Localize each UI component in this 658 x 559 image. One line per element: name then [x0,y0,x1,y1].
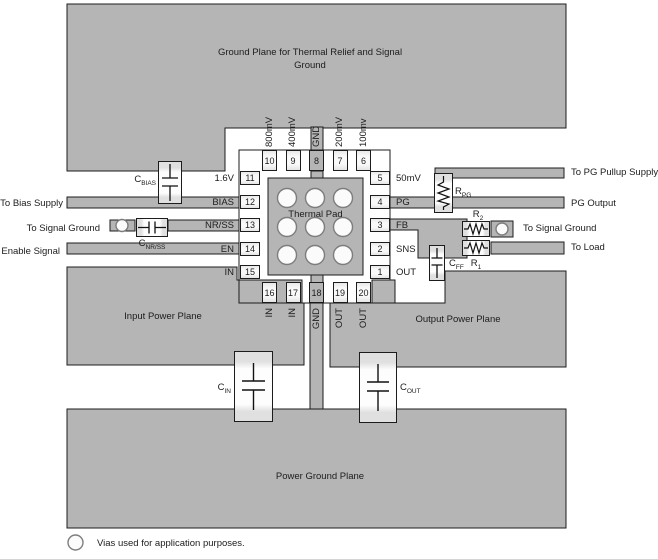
pin-3-number: 3 [377,220,383,230]
pin-17-number: 17 [287,287,298,298]
pin-16-signal: IN [263,308,275,318]
signal-ground-via-right [496,223,508,235]
pin-18-signal: GND [310,308,322,330]
pin-14 [240,242,260,256]
legend-via-note: Vias used for application purposes. [97,538,245,549]
pin-3 [370,218,390,232]
r2-sub: 2 [479,214,484,222]
pin-10-signal: 800mV [263,116,275,147]
thermal-via [334,189,353,208]
pin-6-signal: 100mv [357,118,369,147]
pin-20-signal: OUT [357,308,369,329]
pin-15-signal: IN [224,267,234,278]
cbias-base: C [134,174,142,185]
r1-base: R [470,258,478,269]
pin-6 [356,150,371,171]
output-plane-tab [372,280,395,303]
pin-4-number: 4 [377,196,383,207]
pin-7-signal: 200mV [334,116,345,147]
thermal-via [278,246,297,265]
rpg-resistor [434,173,453,213]
pg-output-trace [390,197,564,208]
pin-6-number: 6 [360,155,366,166]
pin-10 [262,150,277,171]
pin-11-number: 11 [245,173,255,183]
pin-15 [240,265,260,279]
legend-via [68,535,83,550]
pin-11-signal: 1.6V [214,173,234,184]
pin-16-number: 16 [264,287,275,298]
top-plane-title-line2: Ground [294,60,326,71]
cout-sub: OUT [406,387,421,395]
pin-12-number: 12 [244,196,255,207]
pin-12-signal: BIAS [212,196,234,208]
pin-20 [356,282,371,303]
pin-3-signal: FB [396,220,409,231]
cout-label [400,381,421,398]
signal-ground-left-label: To Signal Ground [26,223,100,234]
signal-ground-right-label: To Signal Ground [523,223,597,234]
pin-20-number: 20 [358,287,369,298]
pin-19-signal: OUT [334,308,345,329]
cff-sub: FF [455,263,464,271]
output-plane-label: Output Power Plane [415,314,501,325]
pin-2-number: 2 [377,243,383,254]
pin-13-signal: NR/SS [204,220,234,231]
pin-5-signal: 50mV [396,173,421,184]
pin-15-number: 15 [244,267,255,277]
resistor-symbol [463,241,489,255]
thermal-pad-label: Thermal Pad [288,209,343,220]
pin-1 [370,265,390,279]
pin-7 [333,150,348,171]
cbias-label [76,173,156,190]
signal-ground-via-left [116,220,128,232]
cnrss-base: C [138,238,146,249]
bias-supply-label: To Bias Supply [0,198,63,209]
thermal-via [306,189,325,208]
pin-19-number: 19 [334,287,345,298]
load-trace [491,242,564,254]
pin-9 [286,150,301,171]
cin-sub: IN [224,387,231,395]
thermal-via [306,246,325,265]
pin-12 [240,195,260,209]
pin-13-number: 13 [244,220,255,230]
r2-label [468,208,488,225]
pin-5-number: 5 [377,173,383,183]
pin-18 [309,282,324,303]
top-plane-title-line1: Ground Plane for Thermal Relief and Signal [217,47,403,58]
rpg-label [455,185,471,202]
pin-13 [240,218,260,232]
pin-1-number: 1 [377,267,383,277]
cnrss-sub: NR/SS [145,243,166,251]
cff-base: C [449,258,456,269]
pin-4 [370,195,390,209]
rpg-sub: PG [461,191,472,199]
input-plane-label: Input Power Plane [124,311,202,322]
cin-base: C [217,382,225,393]
cff-capacitor [429,245,445,281]
pin-7-number: 7 [337,155,343,166]
pin-10-number: 10 [264,155,275,166]
power-ground-plane [67,409,566,528]
thermal-via [278,189,297,208]
pin-2 [370,242,390,256]
cout-base: C [400,382,407,393]
pin-16 [262,282,277,303]
pin-9-signal: 400mV [287,116,298,147]
r1-sub: 1 [477,263,482,271]
pg-pullup-label: To PG Pullup Supply [571,167,658,178]
cin-label [151,381,231,398]
resistor-symbol [435,174,452,212]
r1-resistor [462,240,490,256]
r1-label [466,257,486,274]
to-load-label: To Load [571,242,605,253]
pin-17 [286,282,301,303]
pin-8-number: 8 [313,155,319,166]
pin-8 [309,150,324,171]
pin-17-signal: IN [287,308,298,318]
pin-11 [240,171,260,185]
pin-8-signal: GND [310,125,322,147]
thermal-via [334,246,353,265]
pin-14-signal: EN [220,243,234,255]
cnrss-label [112,237,192,254]
top-plane-title [170,46,450,72]
rpg-base: R [455,186,462,197]
pg-pullup-trace [435,168,564,178]
pin-19 [333,282,348,303]
pin-2-signal: SNS [396,243,416,255]
enable-signal-label: Enable Signal [1,246,60,257]
pin-14-number: 14 [244,243,255,254]
pg-output-label: PG Output [571,198,616,209]
cbias-sub: BIAS [141,179,156,187]
pin-18-number: 18 [311,287,322,298]
capacitor-symbol [430,246,444,280]
power-ground-plane-label: Power Ground Plane [275,471,365,482]
r2-base: R [472,209,480,220]
pin-1-signal: OUT [396,267,417,278]
pin-9-number: 9 [290,155,296,166]
cff-label [449,257,464,274]
pin-5 [370,171,390,185]
pin-4-signal: PG [396,196,410,208]
